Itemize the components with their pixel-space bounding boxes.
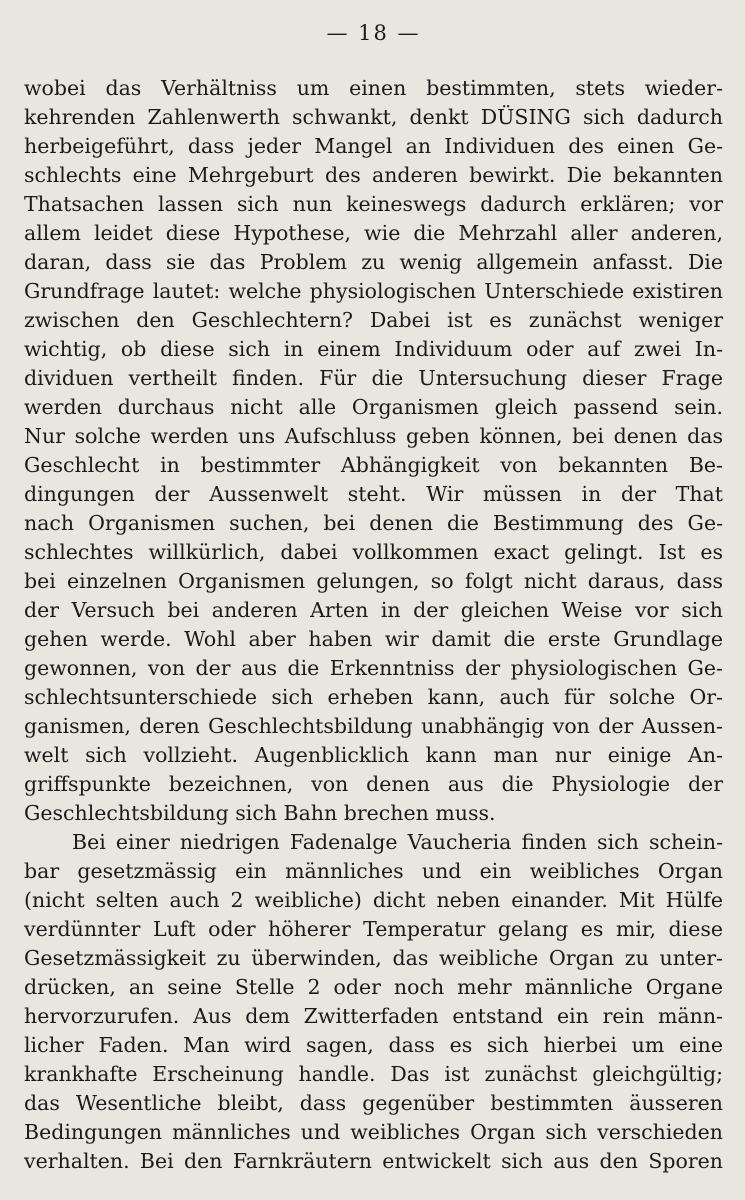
text-line: griffspunkte bezeichnen, von denen aus die Physiologie der [24, 772, 723, 796]
text-line: zwischen den Geschlechtern? Dabei ist es zunächst weniger [24, 308, 723, 332]
body-text [24, 74, 723, 1176]
text-line: Nur solche werden uns Aufschluss geben können, bei denen das [24, 424, 723, 448]
text-line: gewonnen, von der aus die Erkenntniss der physiologischen Ge- [24, 656, 723, 680]
text-line: werden durchaus nicht alle Organismen gleich passend sein. [24, 395, 723, 419]
text-line: herbeigeführt, dass jeder Mangel an Individuen des einen Ge- [24, 134, 723, 158]
text-line: schlechtes willkürlich, dabei vollkommen exact gelingt. Ist es [24, 540, 723, 564]
text-line: dividuen vertheilt finden. Für die Untersuchung dieser Frage [24, 366, 723, 390]
text-line: drücken, an seine Stelle 2 oder noch mehr männliche Organe [24, 975, 723, 999]
text-line: schlechtsunterschiede sich erheben kann, auch für solche Or- [24, 685, 723, 709]
text-line: wichtig, ob diese sich in einem Individuum oder auf zwei In- [24, 337, 723, 361]
paragraph [24, 828, 723, 1176]
text-line: allem leidet diese Hypothese, wie die Mehrzahl aller anderen, [24, 221, 723, 245]
text-line: verdünnter Luft oder höherer Temperatur gelang es mir, diese [24, 917, 723, 941]
text-line: Grundfrage lautet: welche physiologischen Unterschiede existiren [24, 279, 723, 303]
text-line: (nicht selten auch 2 weibliche) dicht neben einander. Mit Hülfe [24, 888, 723, 912]
text-line: bei einzelnen Organismen gelungen, so folgt nicht daraus, dass [24, 569, 723, 593]
text-line: Gesetzmässigkeit zu überwinden, das weibliche Organ zu unter- [24, 946, 723, 970]
text-line: gehen werde. Wohl aber haben wir damit die erste Grundlage [24, 627, 723, 651]
text-line: wobei das Verhältniss um einen bestimmten, stets wieder- [24, 76, 723, 100]
text-line: Thatsachen lassen sich nun keineswegs dadurch erklären; vor [24, 192, 723, 216]
text-line: daran, dass sie das Problem zu wenig allgemein anfasst. Die [24, 250, 723, 274]
text-line: Geschlecht in bestimmter Abhängigkeit von bekannten Be- [24, 453, 723, 477]
text-line: licher Faden. Man wird sagen, dass es sich hierbei um eine [24, 1033, 723, 1057]
text-line: der Versuch bei anderen Arten in der gleichen Weise vor sich [24, 598, 723, 622]
text-line: Bedingungen männliches und weibliches Organ sich verschieden [24, 1120, 723, 1144]
text-line: nach Organismen suchen, bei denen die Bestimmung des Ge- [24, 511, 723, 535]
text-line: bar gesetzmässig ein männliches und ein weibliches Organ [24, 859, 723, 883]
text-line: verhalten. Bei den Farnkräutern entwickelt sich aus den Sporen [24, 1149, 723, 1173]
text-line: krankhafte Erscheinung handle. Das ist zunächst gleichgültig; [24, 1062, 723, 1086]
text-line: dingungen der Aussenwelt steht. Wir müssen in der That [24, 482, 723, 506]
text-line: welt sich vollzieht. Augenblicklich kann man nur einige An- [24, 743, 723, 767]
text-line: ganismen, deren Geschlechtsbildung unabhängig von der Aussen- [24, 714, 723, 738]
text-line: Geschlechtsbildung sich Bahn brechen muss. [24, 801, 496, 825]
text-line: kehrenden Zahlenwerth schwankt, denkt DÜSING sich dadurch [24, 105, 723, 129]
paragraph [24, 74, 723, 828]
text-line: hervorzurufen. Aus dem Zwitterfaden entstand ein rein männ- [24, 1004, 723, 1028]
page-number: — 18 — [326, 21, 421, 45]
text-line: schlechts eine Mehrgeburt des anderen bewirkt. Die bekannten [24, 163, 723, 187]
text-line: Bei einer niedrigen Fadenalge Vaucheria finden sich schein- [72, 830, 723, 854]
text-line: das Wesentliche bleibt, dass gegenüber bestimmten äusseren [24, 1091, 723, 1115]
